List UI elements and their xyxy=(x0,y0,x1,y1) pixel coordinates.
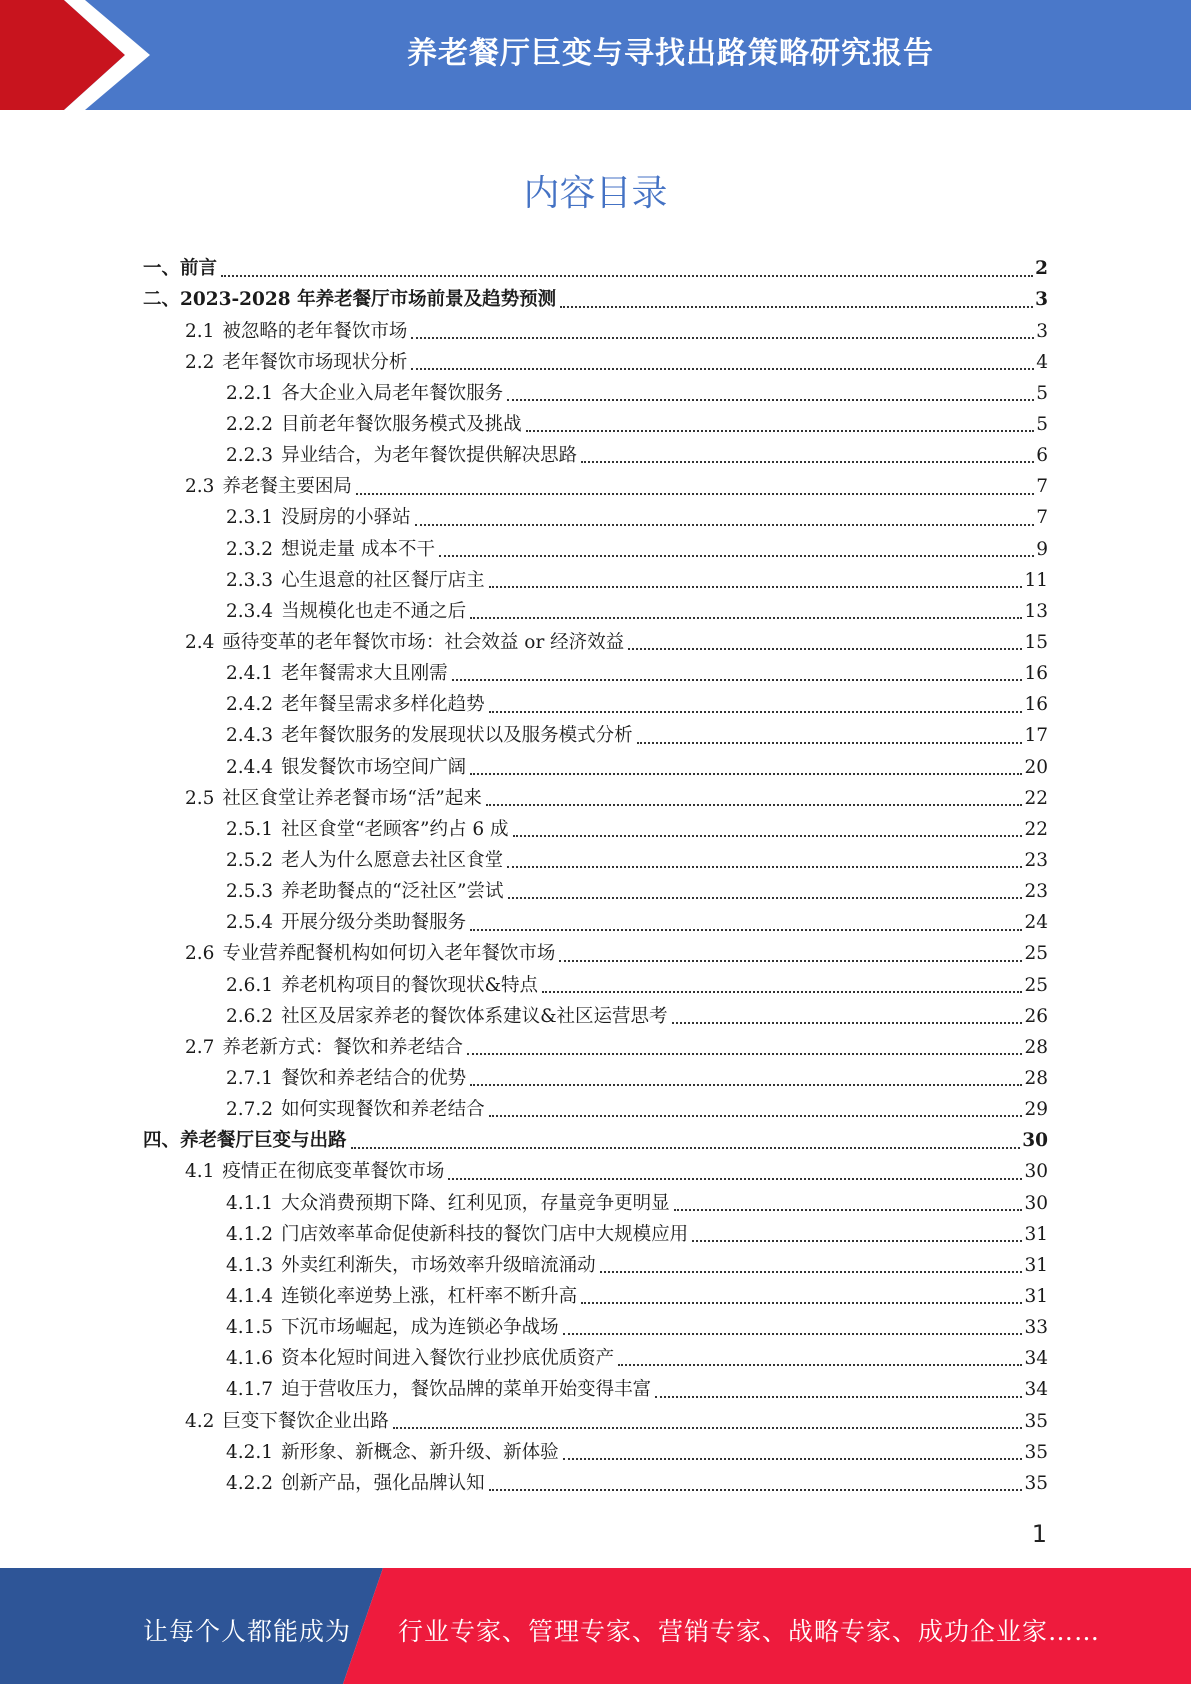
toc-entry[interactable] xyxy=(143,1001,1048,1032)
toc-leader-dots xyxy=(439,555,1034,557)
toc-entry-page: 17 xyxy=(1024,725,1048,747)
toc-entry-page: 25 xyxy=(1024,974,1048,996)
toc-entry-page: 16 xyxy=(1024,663,1048,685)
toc-entry[interactable] xyxy=(143,379,1048,410)
toc-leader-dots xyxy=(618,1364,1022,1366)
toc-entry-page: 23 xyxy=(1024,849,1048,871)
page-number: 1 xyxy=(1031,1520,1047,1548)
toc-entry-number: 4.1.2 xyxy=(226,1223,274,1245)
toc-entry-page: 34 xyxy=(1024,1379,1048,1401)
toc-entry-page: 9 xyxy=(1036,538,1048,560)
toc-entry-label: 前言 xyxy=(180,258,218,280)
toc-leader-dots xyxy=(628,648,1022,650)
toc-entry-label: 被忽略的老年餐饮市场 xyxy=(222,320,408,342)
toc-entry-page: 24 xyxy=(1024,912,1048,934)
toc-entry[interactable] xyxy=(143,970,1048,1001)
toc-entry-label: 银发餐饮市场空间广阔 xyxy=(281,756,467,778)
toc-entry-number: 2.4 xyxy=(185,632,215,653)
toc-entry-number: 2.4.4 xyxy=(226,756,274,778)
toc-entry[interactable] xyxy=(143,783,1048,814)
toc-leader-dots xyxy=(411,337,1034,339)
toc-entry-page: 30 xyxy=(1022,1130,1048,1152)
toc-entry[interactable] xyxy=(143,1219,1048,1250)
toc-entry-number: 四、 xyxy=(143,1130,181,1152)
toc-entry-label: 社区食堂“老顾客”约占 6 成 xyxy=(281,818,509,840)
footer-slogan-left: 让每个人都能成为 xyxy=(143,1617,352,1646)
toc-entry-label: 疫情正在彻底变革餐饮市场 xyxy=(222,1161,445,1183)
toc-entry-page: 26 xyxy=(1024,1005,1048,1027)
toc-leader-dots xyxy=(221,275,1033,277)
toc-entry-page: 3 xyxy=(1035,289,1048,311)
toc-entry-label: 亟待变革的老年餐饮市场：社会效益 or 经济效益 xyxy=(222,632,625,653)
toc-entry-page: 29 xyxy=(1024,1099,1048,1121)
toc-entry-number: 2.5.1 xyxy=(226,818,274,840)
toc-entry-label: 养老助餐点的“泛社区”尝试 xyxy=(281,881,504,903)
toc-entry-label: 连锁化率逆势上涨，杠杆率不断升高 xyxy=(281,1285,578,1307)
toc-entry-label: 各大企业入局老年餐饮服务 xyxy=(281,382,504,404)
toc-entry-number: 2.7.1 xyxy=(226,1067,274,1089)
toc-entry-label: 餐饮和养老结合的优势 xyxy=(281,1067,467,1089)
toc-leader-dots xyxy=(470,929,1022,931)
toc-entry[interactable] xyxy=(143,597,1048,628)
toc-entry-page: 4 xyxy=(1036,351,1048,373)
toc-leader-dots xyxy=(674,1209,1023,1211)
toc-entry-number: 4.1.3 xyxy=(226,1254,274,1276)
toc-entry-number: 二、 xyxy=(143,289,181,311)
toc-entry-number: 4.1.5 xyxy=(226,1317,274,1339)
toc-entry-label: 专业营养配餐机构如何切入老年餐饮市场 xyxy=(222,943,556,965)
toc-entry-number: 4.2 xyxy=(185,1410,215,1432)
toc-entry[interactable] xyxy=(143,410,1048,441)
toc-entry[interactable] xyxy=(143,628,1048,659)
toc-entry-page: 30 xyxy=(1024,1192,1048,1214)
toc-entry-page: 2 xyxy=(1035,258,1048,280)
toc-entry[interactable] xyxy=(143,534,1048,565)
toc-entry-number: 一、 xyxy=(143,258,181,280)
toc-entry-number: 2.2 xyxy=(185,351,215,373)
toc-entry-label: 社区及居家养老的餐饮体系建议&社区运营思考 xyxy=(281,1005,668,1027)
toc-leader-dots xyxy=(489,1115,1023,1117)
toc-leader-dots xyxy=(489,711,1023,713)
toc-entry-page: 7 xyxy=(1036,507,1048,529)
toc-leader-dots xyxy=(513,835,1023,837)
toc-entry-page: 3 xyxy=(1036,320,1048,342)
toc-entry[interactable] xyxy=(143,441,1048,472)
toc-leader-dots xyxy=(411,368,1034,370)
toc-entry[interactable] xyxy=(143,1313,1048,1344)
toc-entry[interactable] xyxy=(143,908,1048,939)
toc-entry-number: 2.6.1 xyxy=(226,974,274,996)
toc-entry-page: 35 xyxy=(1024,1441,1048,1463)
toc-entry[interactable] xyxy=(143,1437,1048,1468)
toc-entry-number: 2.3.1 xyxy=(226,507,274,529)
toc-leader-dots xyxy=(563,1333,1023,1335)
toc-entry[interactable] xyxy=(143,1344,1048,1375)
toc-leader-dots xyxy=(351,1147,1021,1149)
toc-entry-page: 33 xyxy=(1024,1317,1048,1339)
toc-entry-number: 2.4.2 xyxy=(226,694,274,716)
toc-entry-page: 20 xyxy=(1024,756,1048,778)
toc-entry[interactable] xyxy=(143,846,1048,877)
toc-entry-number: 4.1.7 xyxy=(226,1379,274,1401)
toc-leader-dots xyxy=(489,1489,1023,1491)
toc-entry-number: 2.1 xyxy=(185,320,215,342)
toc-entry-number: 2.4.3 xyxy=(226,725,274,747)
toc-entry-page: 11 xyxy=(1024,569,1048,591)
toc-entry[interactable] xyxy=(143,1188,1048,1219)
toc-entry-page: 31 xyxy=(1024,1254,1048,1276)
toc-entry[interactable] xyxy=(143,721,1048,752)
toc-entry-label: 异业结合，为老年餐饮提供解决思路 xyxy=(281,445,578,467)
toc-entry[interactable] xyxy=(143,347,1048,378)
toc-entry-page: 35 xyxy=(1024,1410,1048,1432)
toc-leader-dots xyxy=(467,1053,1023,1055)
toc-entry[interactable] xyxy=(143,1095,1048,1126)
toc-entry[interactable] xyxy=(143,254,1048,285)
toc-entry[interactable] xyxy=(143,939,1048,970)
toc-leader-dots xyxy=(507,399,1034,401)
toc-leader-dots xyxy=(470,617,1022,619)
toc-entry[interactable] xyxy=(143,659,1048,690)
toc-leader-dots xyxy=(452,679,1023,681)
toc-entry-label: 想说走量 成本不干 xyxy=(281,538,435,560)
toc-entry-page: 23 xyxy=(1024,881,1048,903)
toc-entry-label: 老年餐饮服务的发展现状以及服务模式分析 xyxy=(281,725,633,747)
toc-entry[interactable] xyxy=(143,1126,1048,1157)
toc-entry-page: 31 xyxy=(1024,1285,1048,1307)
toc-entry-number: 2.3.3 xyxy=(226,569,274,591)
toc-entry-label: 资本化短时间进入餐饮行业抄底优质资产 xyxy=(281,1348,615,1370)
toc-entry-number: 2.4.1 xyxy=(226,663,274,685)
toc-entry[interactable] xyxy=(143,565,1048,596)
toc-entry-page: 5 xyxy=(1036,382,1048,404)
toc-entry-label: 大众消费预期下降、红利见顶，存量竞争更明显 xyxy=(281,1192,670,1214)
toc-entry-number: 2.5 xyxy=(185,787,215,809)
toc-entry-number: 2.5.2 xyxy=(226,849,274,871)
toc-leader-dots xyxy=(486,804,1023,806)
toc-entry[interactable] xyxy=(143,877,1048,908)
toc-entry-number: 4.1.1 xyxy=(226,1192,274,1214)
toc-leader-dots xyxy=(508,897,1023,899)
toc-entry-number: 4.2.2 xyxy=(226,1472,274,1494)
toc-entry-label: 心生退意的社区餐厅店主 xyxy=(281,569,485,591)
toc-entry-number: 2.6 xyxy=(185,943,215,965)
toc-leader-dots xyxy=(655,1396,1022,1398)
toc-entry-page: 25 xyxy=(1024,943,1048,965)
toc-entry-label: 养老新方式：餐饮和养老结合 xyxy=(222,1036,463,1058)
toc-entry-label: 养老机构项目的餐饮现状&特点 xyxy=(281,974,539,996)
toc-entry-page: 28 xyxy=(1024,1067,1048,1089)
toc-entry-page: 34 xyxy=(1024,1348,1048,1370)
toc-entry-label: 老年餐呈需求多样化趋势 xyxy=(281,694,485,716)
toc-entry-label: 门店效率革命促使新科技的餐饮门店中大规模应用 xyxy=(281,1223,689,1245)
toc-entry-label: 没厨房的小驿站 xyxy=(281,507,411,529)
toc-entry[interactable] xyxy=(143,472,1048,503)
toc-entry-label: 如何实现餐饮和养老结合 xyxy=(281,1099,485,1121)
toc-entry-page: 22 xyxy=(1024,818,1048,840)
toc-entry-label: 目前老年餐饮服务模式及挑战 xyxy=(281,414,522,436)
toc-entry-number: 2.5.3 xyxy=(226,881,274,903)
toc-entry-number: 2.5.4 xyxy=(226,912,274,934)
toc-entry[interactable] xyxy=(143,316,1048,347)
toc-leader-dots xyxy=(542,991,1022,993)
toc-leader-dots xyxy=(600,1271,1023,1273)
toc-entry-label: 2023-2028 年养老餐厅市场前景及趋势预测 xyxy=(180,289,557,311)
toc-entry[interactable] xyxy=(143,1375,1048,1406)
toc-leader-dots xyxy=(356,493,1034,495)
toc-leader-dots xyxy=(448,1178,1022,1180)
toc-entry-page: 30 xyxy=(1024,1161,1048,1183)
toc-leader-dots xyxy=(672,1022,1023,1024)
toc-leader-dots xyxy=(393,1427,1023,1429)
toc-leader-dots xyxy=(470,773,1022,775)
toc-entry-number: 4.1.4 xyxy=(226,1285,274,1307)
toc-entry-number: 2.3.2 xyxy=(226,538,274,560)
toc-entry-page: 31 xyxy=(1024,1223,1048,1245)
toc-entry-label: 老年餐需求大且刚需 xyxy=(281,663,448,685)
toc-leader-dots xyxy=(489,586,1023,588)
toc-entry-number: 2.2.2 xyxy=(226,414,274,436)
toc-entry-page: 13 xyxy=(1024,600,1048,622)
footer-slogan-right: 行业专家、管理专家、营销专家、战略专家、成功企业家…… xyxy=(398,1617,1101,1646)
toc-entry[interactable] xyxy=(143,1468,1048,1499)
toc-entry-label: 养老餐厅巨变与出路 xyxy=(180,1130,347,1152)
toc-entry-label: 新形象、新概念、新升级、新体验 xyxy=(281,1441,559,1463)
report-title: 养老餐厅巨变与寻找出路策略研究报告 xyxy=(407,36,934,71)
toc-entry[interactable] xyxy=(143,1157,1048,1188)
toc-entry[interactable] xyxy=(143,1406,1048,1437)
toc-entry-label: 迫于营收压力，餐饮品牌的菜单开始变得丰富 xyxy=(281,1379,652,1401)
toc-entry-label: 社区食堂让养老餐市场“活”起来 xyxy=(222,787,482,809)
header-bar xyxy=(0,0,1191,110)
toc-entry-page: 5 xyxy=(1036,414,1048,436)
toc-entry-label: 老年餐饮市场现状分析 xyxy=(222,351,408,373)
toc-entry-page: 16 xyxy=(1024,694,1048,716)
toc-entry-label: 外卖红利渐失，市场效率升级暗流涌动 xyxy=(281,1254,596,1276)
toc-entry[interactable] xyxy=(143,815,1048,846)
toc-entry-label: 创新产品，强化品牌认知 xyxy=(281,1472,485,1494)
toc-entry-page: 6 xyxy=(1036,445,1048,467)
footer-banner xyxy=(0,1568,1191,1684)
toc-entry-number: 4.2.1 xyxy=(226,1441,274,1463)
toc-entry-label: 养老餐主要困局 xyxy=(222,476,352,498)
toc-leader-dots xyxy=(507,866,1022,868)
toc-entry[interactable] xyxy=(143,1251,1048,1282)
toc-entry-number: 2.2.1 xyxy=(226,382,274,404)
toc-entry-page: 7 xyxy=(1036,476,1048,498)
toc-entry-label: 当规模化也走不通之后 xyxy=(281,600,467,622)
toc-entry-page: 28 xyxy=(1024,1036,1048,1058)
toc-leader-dots xyxy=(581,1302,1022,1304)
toc-leader-dots xyxy=(526,430,1035,432)
toc-entry-page: 35 xyxy=(1024,1472,1048,1494)
toc-entry-number: 2.7.2 xyxy=(226,1099,274,1121)
toc-entry[interactable] xyxy=(143,1064,1048,1095)
toc-leader-dots xyxy=(470,1084,1022,1086)
toc-entry-number: 2.6.2 xyxy=(226,1005,274,1027)
toc-entry-page: 15 xyxy=(1024,632,1048,653)
toc-leader-dots xyxy=(692,1240,1022,1242)
toc-leader-dots xyxy=(559,960,1022,962)
toc-entry-number: 2.3.4 xyxy=(226,600,274,622)
toc-entry[interactable] xyxy=(143,752,1048,783)
toc-entry-number: 2.7 xyxy=(185,1036,215,1058)
toc-entry-number: 4.1.6 xyxy=(226,1348,274,1370)
toc-leader-dots xyxy=(581,461,1034,463)
toc-leader-dots xyxy=(415,524,1035,526)
toc-entry-number: 2.3 xyxy=(185,476,215,498)
toc-entry-number: 2.2.3 xyxy=(226,445,274,467)
toc-entry-page: 22 xyxy=(1024,787,1048,809)
toc-leader-dots xyxy=(637,742,1023,744)
toc-entry-label: 开展分级分类助餐服务 xyxy=(281,912,467,934)
toc-entry[interactable] xyxy=(143,1282,1048,1313)
toc-entry-number: 4.1 xyxy=(185,1161,215,1183)
toc-leader-dots xyxy=(560,306,1033,308)
table-of-contents xyxy=(143,254,1048,1500)
toc-entry[interactable] xyxy=(143,1033,1048,1064)
toc-entry-label: 巨变下餐饮企业出路 xyxy=(222,1410,389,1432)
toc-leader-dots xyxy=(563,1458,1023,1460)
toc-entry-label: 下沉市场崛起，成为连锁必争战场 xyxy=(281,1317,559,1339)
toc-heading: 内容目录 xyxy=(523,173,668,214)
toc-entry-label: 老人为什么愿意去社区食堂 xyxy=(281,849,504,871)
toc-entry[interactable] xyxy=(143,690,1048,721)
toc-entry[interactable] xyxy=(143,503,1048,534)
toc-entry[interactable] xyxy=(143,285,1048,316)
